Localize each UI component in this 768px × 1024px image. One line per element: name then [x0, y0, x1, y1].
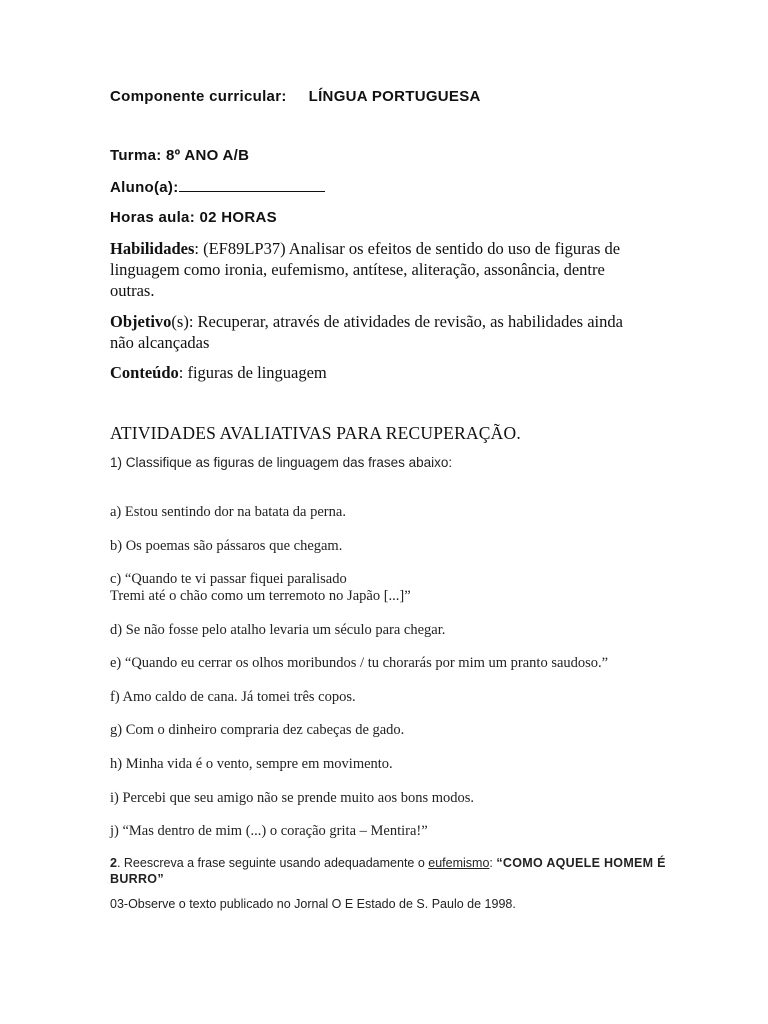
question2-number: 2 — [110, 856, 117, 870]
question2-paragraph — [110, 855, 670, 887]
componente-label: Componente curricular: — [110, 88, 287, 105]
question1-item-j: j) “Mas dentro de mim (...) o coração grita – Mentira!” — [110, 823, 428, 839]
habilidades-text: : (EF89LP37) Analisar os efeitos de sentido do uso de figuras de linguagem como ironia, eufemismo, antítese, aliteração, assonância, dentre outras. — [110, 239, 621, 300]
question2-text: . Reescreva a frase seguinte usando adequadamente o — [116, 856, 429, 870]
question1-item-e: e) “Quando eu cerrar os olhos moribundos / tu chorarás por mim um pranto saudoso.” — [110, 655, 609, 671]
aluno-line — [110, 178, 325, 196]
question1-item-g: g) Com o dinheiro compraria dez cabeças de gado. — [110, 722, 405, 738]
question1-item-c-cont: Tremi até o chão como um terremoto no Japão [...]” — [110, 588, 411, 604]
question2-underlined-word: eufemismo — [428, 856, 490, 870]
question1-item-h: h) Minha vida é o vento, sempre em movimento. — [110, 756, 393, 772]
objetivo-paragraph — [110, 311, 650, 353]
objetivo-text: (s): Recuperar, através de atividades de revisão, as habilidades ainda não alcançadas — [110, 312, 623, 352]
section-title: ATIVIDADES AVALIATIVAS PARA RECUPERAÇÃO. — [110, 423, 521, 443]
objetivo-label: Objetivo — [110, 312, 172, 331]
question1-item-i: i) Percebi que seu amigo não se prende muito aos bons modos. — [110, 790, 475, 806]
aluno-label: Aluno(a): — [110, 179, 179, 196]
question2-quote: “COMO AQUELE HOMEM É BURRO” — [110, 856, 666, 886]
aluno-blank-line — [179, 178, 325, 192]
question1-item-c: c) “Quando te vi passar fiquei paralisado — [110, 571, 347, 587]
conteudo-paragraph — [110, 362, 650, 383]
habilidades-paragraph — [110, 238, 650, 301]
question1-item-b: b) Os poemas são pássaros que chegam. — [110, 538, 343, 554]
conteudo-text: : figuras de linguagem — [178, 363, 327, 382]
componente-line — [110, 88, 481, 105]
question1-item-a: a) Estou sentindo dor na batata da perna. — [110, 504, 346, 520]
question1-item-d: d) Se não fosse pelo atalho levaria um século para chegar. — [110, 622, 446, 638]
horas-line: Horas aula: 02 HORAS — [110, 209, 277, 226]
question1-prompt: 1) Classifique as figuras de linguagem das frases abaixo: — [110, 455, 453, 470]
turma-line: Turma: 8º ANO A/B — [110, 147, 250, 164]
question1-item-f: f) Amo caldo de cana. Já tomei três copos. — [110, 689, 356, 705]
question2-colon: : — [489, 856, 497, 870]
question3-text: 03-Observe o texto publicado no Jornal O E Estado de S. Paulo de 1998. — [110, 897, 516, 911]
habilidades-label: Habilidades — [110, 239, 195, 258]
conteudo-label: Conteúdo — [110, 363, 179, 382]
componente-value: LÍNGUA PORTUGUESA — [308, 88, 481, 105]
